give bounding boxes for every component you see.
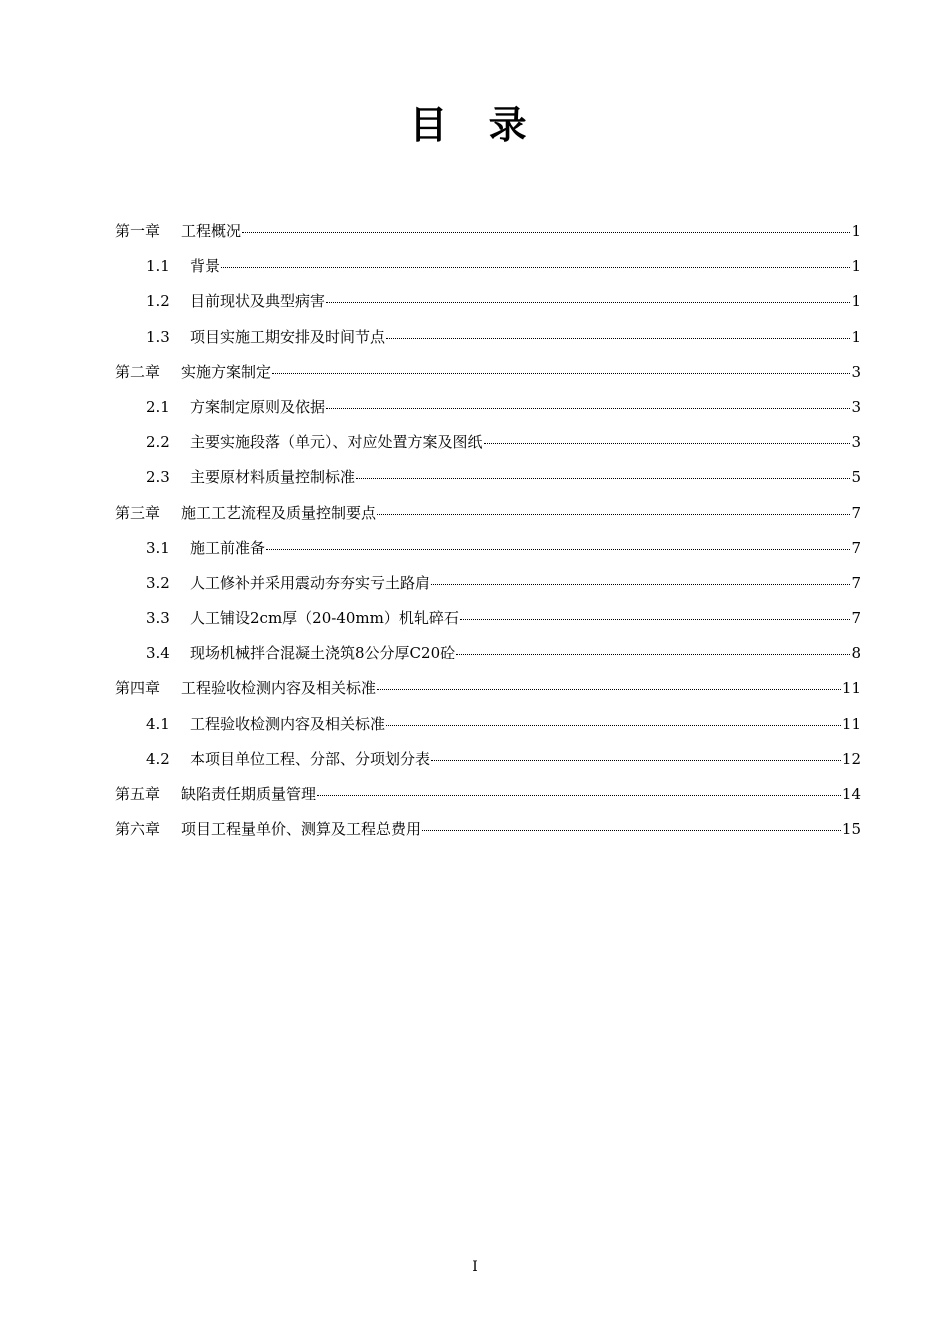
toc-entry[interactable] xyxy=(115,601,861,636)
toc-dot-leader xyxy=(326,408,850,409)
toc-dot-leader xyxy=(386,338,850,339)
toc-entry[interactable] xyxy=(115,425,861,460)
toc-dot-leader xyxy=(456,654,850,655)
toc-entry-number: 2.1 xyxy=(146,397,170,416)
toc-dot-leader xyxy=(272,373,850,374)
toc-entry-number: 2.3 xyxy=(146,468,170,487)
toc-entry-page: 3 xyxy=(851,362,861,381)
toc-entry-page: 11 xyxy=(841,679,861,698)
toc-entry[interactable] xyxy=(115,707,861,742)
toc-dot-leader xyxy=(460,619,851,620)
toc-dot-leader xyxy=(266,549,850,550)
toc-entry-page: 7 xyxy=(851,573,861,592)
toc-entry[interactable] xyxy=(115,284,861,319)
toc-dot-leader xyxy=(326,302,850,303)
toc-dot-leader xyxy=(386,725,841,726)
toc-entry-page: 1 xyxy=(851,292,861,311)
page-title: 目 录 xyxy=(409,102,541,147)
toc-entry-page: 7 xyxy=(851,609,861,628)
toc-entry-title: 人工铺设2cm厚（20-40mm）机轧碎石 xyxy=(190,609,459,628)
toc-entry[interactable] xyxy=(115,812,861,847)
toc-entry-title: 主要原材料质量控制标准 xyxy=(190,468,356,487)
toc-entry-number: 4.2 xyxy=(146,749,170,768)
toc-dot-leader xyxy=(422,830,841,831)
toc-entry-number: 4.1 xyxy=(146,714,170,733)
toc-entry[interactable] xyxy=(115,496,861,531)
toc-entry-number: 1.1 xyxy=(146,257,170,276)
toc-dot-leader xyxy=(431,760,841,761)
toc-dot-leader xyxy=(484,443,851,444)
toc-entry-number: 3.4 xyxy=(146,644,170,663)
toc-entry-title: 项目实施工期安排及时间节点 xyxy=(190,327,386,346)
toc-entry[interactable] xyxy=(115,355,861,390)
toc-entry-page: 15 xyxy=(841,820,861,839)
toc-entry-number: 第一章 xyxy=(115,222,161,240)
toc-entry-page: 3 xyxy=(851,433,861,452)
toc-entry-title: 施工工艺流程及质量控制要点 xyxy=(181,503,377,522)
toc-entry-title: 施工前准备 xyxy=(190,538,266,557)
toc-entry[interactable] xyxy=(115,531,861,566)
toc-entry-number: 2.2 xyxy=(146,433,170,452)
toc-entry-page: 14 xyxy=(841,785,861,803)
toc-entry-title: 工程验收检测内容及相关标准 xyxy=(190,714,386,733)
toc-entry-number: 3.1 xyxy=(146,538,170,557)
toc-entry-title: 工程验收检测内容及相关标准 xyxy=(181,679,377,698)
toc-entry-title: 主要实施段落（单元）、对应处置方案及图纸 xyxy=(190,433,483,452)
toc-entry[interactable] xyxy=(115,390,861,425)
toc-entry[interactable] xyxy=(115,460,861,495)
toc-dot-leader xyxy=(377,689,841,690)
toc-entry[interactable] xyxy=(115,320,861,355)
toc-entry-page: 12 xyxy=(841,749,861,768)
toc-dot-leader xyxy=(356,478,850,479)
toc-entry-number: 第四章 xyxy=(115,679,161,698)
toc-entry-page: 1 xyxy=(851,222,861,240)
toc-entry-number: 第三章 xyxy=(115,503,161,522)
toc-entry-title: 缺陷责任期质量管理 xyxy=(181,785,317,803)
toc-entry-title: 人工修补并采用震动夯夯实亏土路肩 xyxy=(190,573,431,592)
toc-entry-page: 1 xyxy=(851,327,861,346)
toc-entry-title: 项目工程量单价、测算及工程总费用 xyxy=(181,820,422,839)
toc-entry-page: 8 xyxy=(851,644,861,663)
toc-dot-leader xyxy=(242,232,850,233)
toc-entry-title: 实施方案制定 xyxy=(181,362,272,381)
toc-entry-page: 1 xyxy=(851,257,861,276)
page-number: I xyxy=(472,1259,478,1275)
toc-entry-title: 工程概况 xyxy=(181,222,242,240)
toc-dot-leader xyxy=(317,795,841,796)
toc-entry-number: 1.2 xyxy=(146,292,170,311)
toc-entry-title: 现场机械拌合混凝土浇筑8公分厚C20砼 xyxy=(190,644,456,663)
toc-dot-leader xyxy=(221,267,850,268)
toc-entry-number: 第六章 xyxy=(115,820,161,839)
toc-entry-number: 第五章 xyxy=(115,785,161,803)
toc-entry-title: 目前现状及典型病害 xyxy=(190,292,326,311)
toc-entry-page: 7 xyxy=(851,503,861,522)
toc-entry[interactable] xyxy=(115,777,861,812)
toc-entry-number: 第二章 xyxy=(115,362,161,381)
toc-entry-page: 3 xyxy=(851,397,861,416)
toc-entry-number: 1.3 xyxy=(146,327,170,346)
toc-entry[interactable] xyxy=(115,566,861,601)
toc-entry[interactable] xyxy=(115,671,861,706)
toc-entry[interactable] xyxy=(115,742,861,777)
toc-entry-title: 方案制定原则及依据 xyxy=(190,397,326,416)
table-of-contents xyxy=(115,214,861,847)
toc-entry-number: 3.2 xyxy=(146,573,170,592)
toc-dot-leader xyxy=(431,584,850,585)
toc-entry[interactable] xyxy=(115,636,861,671)
toc-entry-page: 5 xyxy=(851,468,861,487)
toc-entry[interactable] xyxy=(115,214,861,249)
toc-entry-title: 背景 xyxy=(190,257,221,276)
toc-entry-number: 3.3 xyxy=(146,609,170,628)
toc-dot-leader xyxy=(377,514,850,515)
toc-entry-page: 11 xyxy=(841,714,861,733)
toc-entry-title: 本项目单位工程、分部、分项划分表 xyxy=(190,749,431,768)
toc-entry[interactable] xyxy=(115,249,861,284)
toc-entry-page: 7 xyxy=(851,538,861,557)
